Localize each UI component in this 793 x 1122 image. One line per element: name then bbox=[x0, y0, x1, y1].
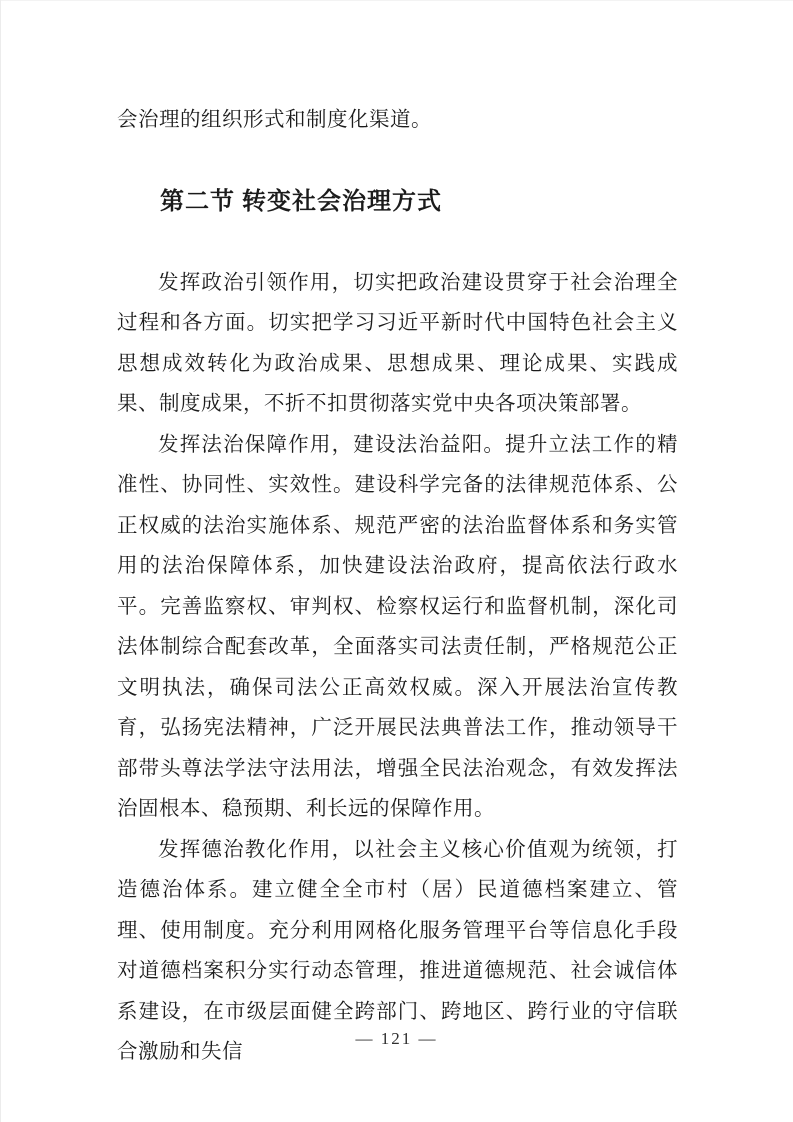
paragraph-moral-governance: 发挥德治教化作用，以社会主义核心价值观为统领，打造德治体系。建立健全全市村（居）民道德档案建立、管理、使用制度。充分利用网格化服务管理平台等信息化手段对道德档案积分实行动态管理，推进道德规范、社会诚信体系建设，在市级层面健全跨部门、跨地区、跨行业的守信联合激励和失信 bbox=[117, 837, 678, 1063]
page-text-block bbox=[117, 0, 678, 1073]
paragraph-political-leadership: 发挥政治引领作用，切实把政治建设贯穿于社会治理全过程和各方面。切实把学习习近平新时代中国特色社会主义思想成效转化为政治成果、思想成果、理论成果、实践成果、制度成果，不折不扣贯彻落实党中央各项决策部署。 bbox=[117, 270, 678, 415]
continuation-line: 会治理的组织形式和制度化渠道。 bbox=[117, 108, 432, 131]
section-body bbox=[117, 263, 678, 1073]
page-number: — 121 — bbox=[355, 1029, 438, 1048]
section-heading: 第二节 转变社会治理方式 bbox=[160, 188, 442, 215]
paragraph-rule-of-law: 发挥法治保障作用，建设法治益阳。提升立法工作的精准性、协同性、实效性。建设科学完备的法律规范体系、公正权威的法治实施体系、规范严密的法治监督体系和务实管用的法治保障体系，加快建设法治政府，提高依法行政水平。完善监察权、审判权、检察权运行和监督机制，深化司法体制综合配套改革，全面落实司法责任制，严格规范公正文明执法，确保司法公正高效权威。深入开展法治宣传教育，弘扬宪法精神，广泛开展民法典普法工作，推动领导干部带头尊法学法守法用法，增强全民法治观念，有效发挥法治固根本、稳预期、利长远的保障作用。 bbox=[117, 432, 678, 820]
